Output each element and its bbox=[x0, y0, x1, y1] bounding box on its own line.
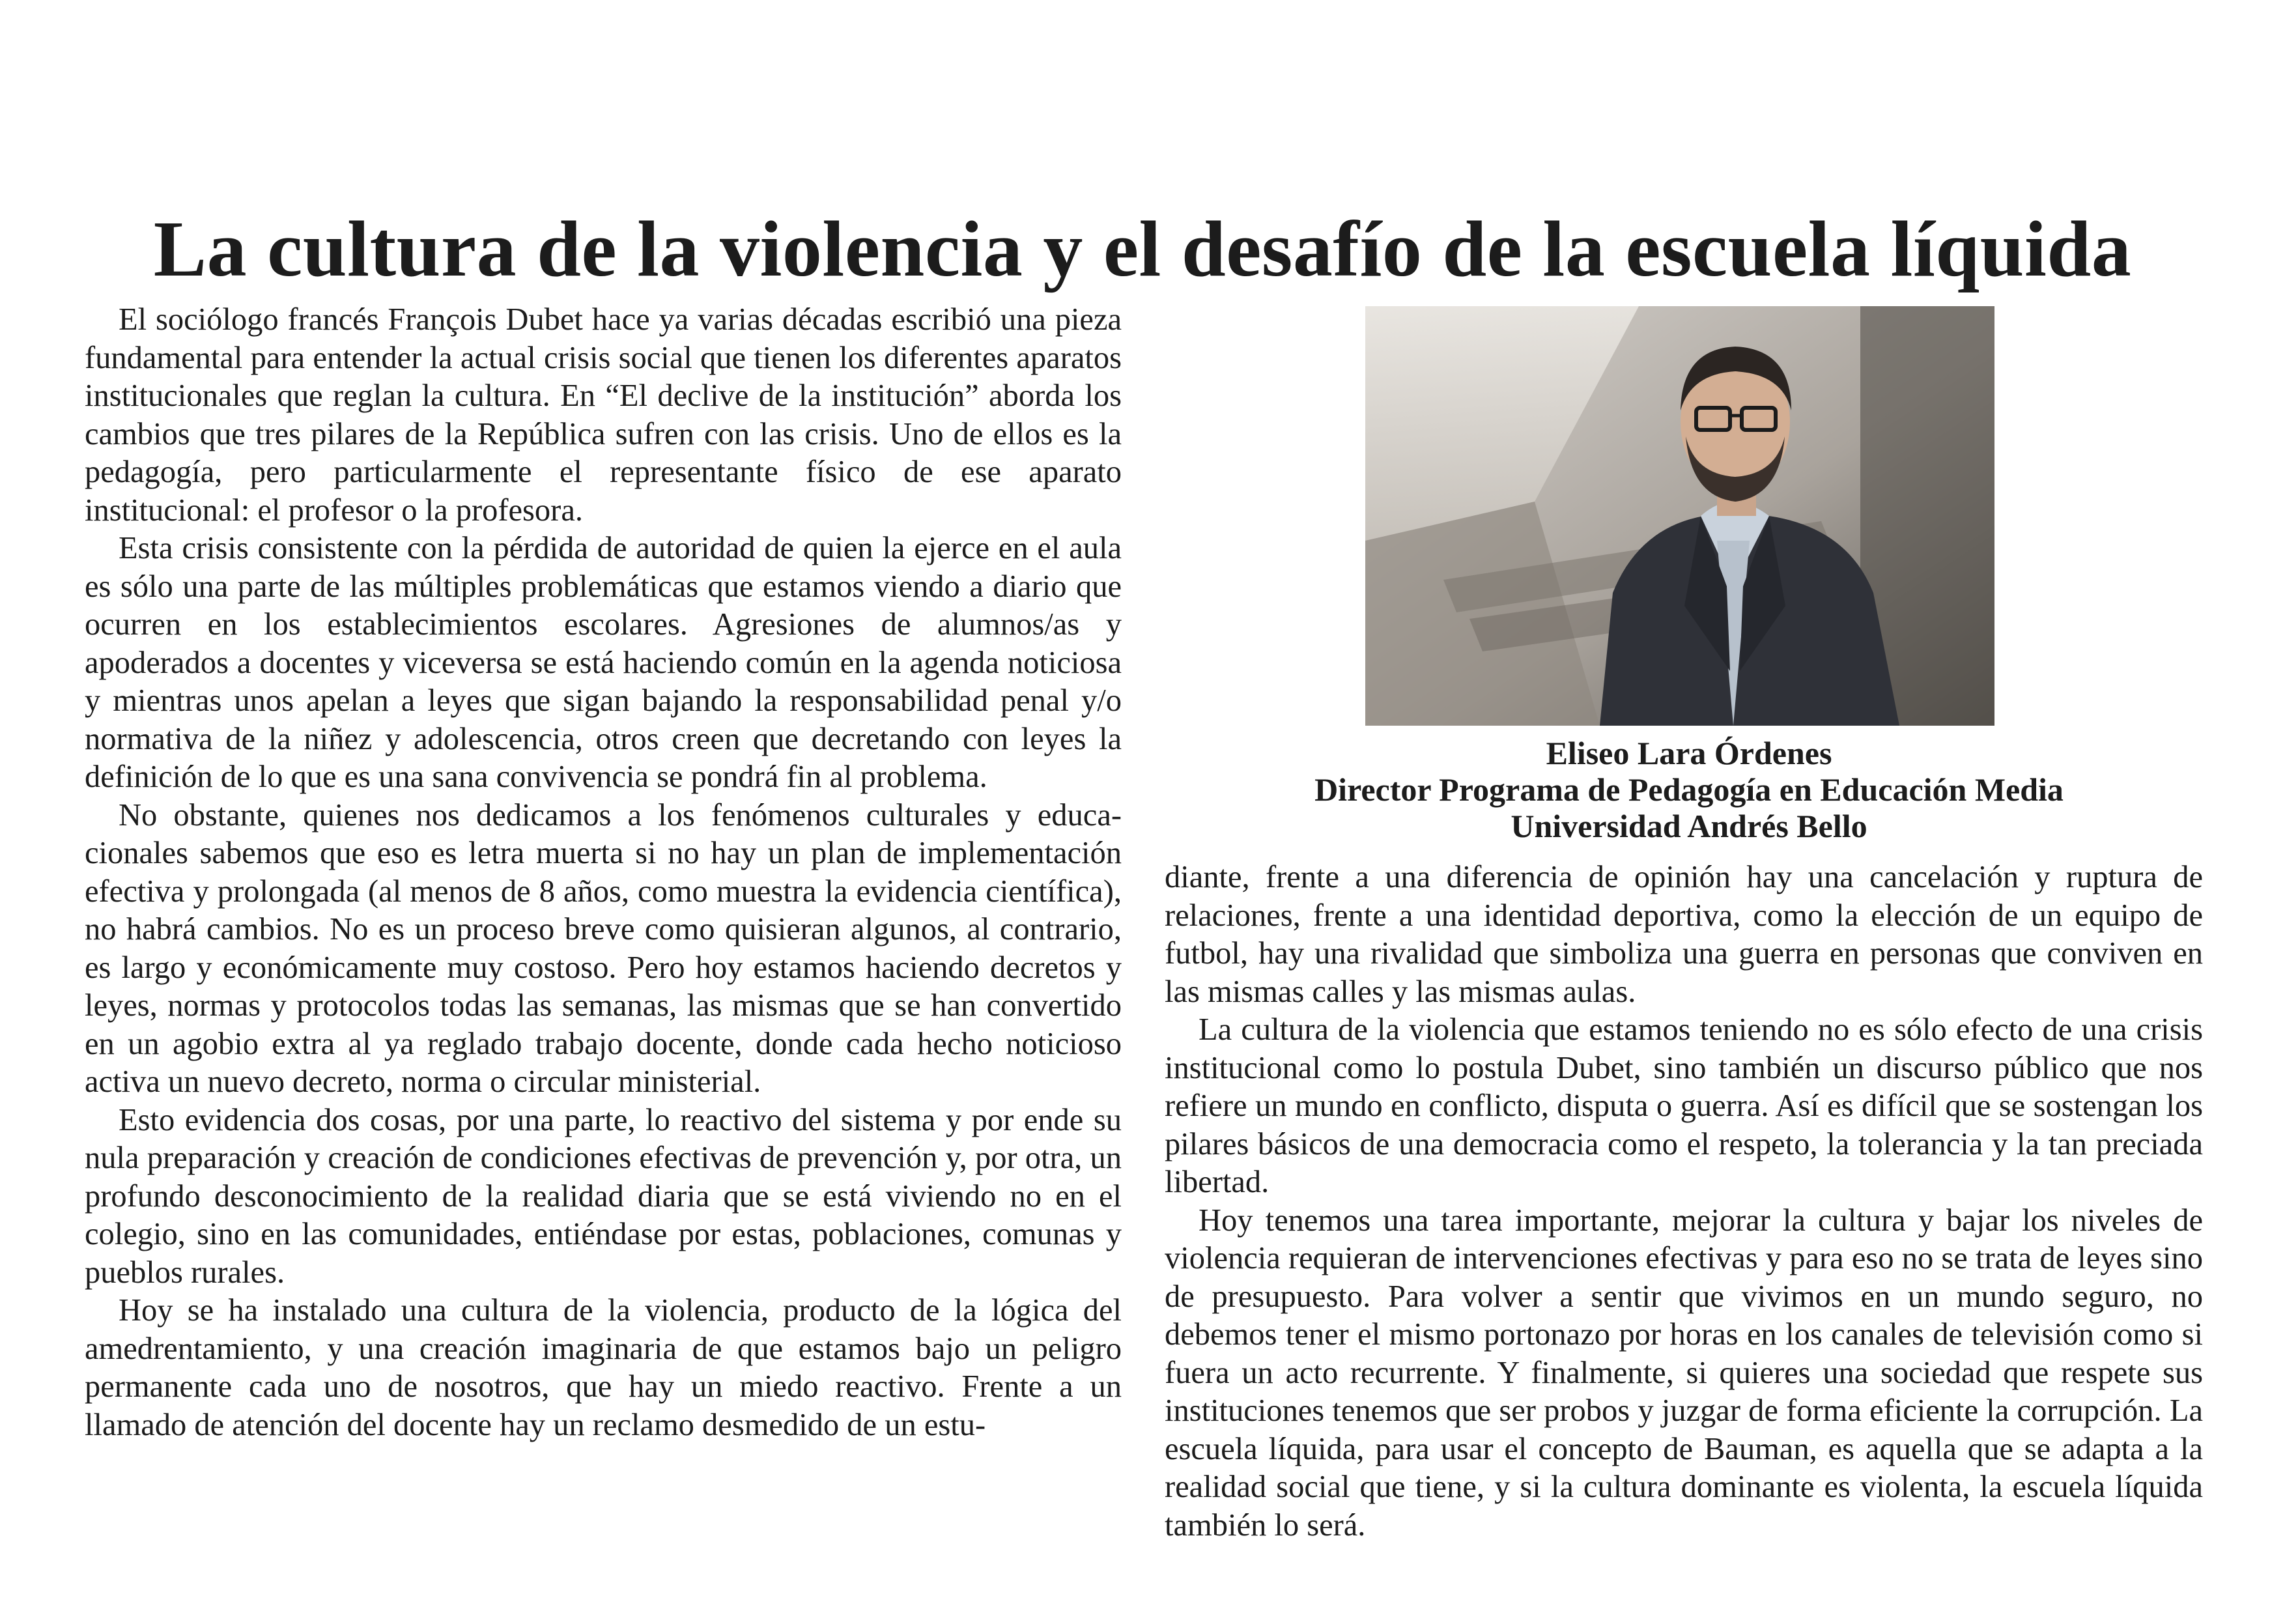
article-right-column bbox=[1165, 859, 2203, 1545]
author-name: Eliseo Lara Órdenes bbox=[1546, 735, 1832, 771]
paragraph: La cultura de la violencia que estamos teniendo no es sólo efecto de una crisis institucional como lo postula Dubet, sino también un discurso público que nos refiere un mundo en conflicto, disputa o guerra. Así es difícil que se sostengan los pilares básicos de una democracia como el respeto, la tolerancia y la tan preciada libertad. bbox=[1165, 1012, 2203, 1199]
paragraph: No obstante, quienes nos dedicamos a los fenómenos culturales y educacionales sabemos que eso es letra muerta si no hay un plan de implementación efectiva y prolongada (al menos de 8 años, como muestra la evidencia científica), no habrá cambios. No es un proceso breve como quisieran algunos, al contrario, es largo y económicamente muy costoso. Pero hoy estamos haciendo decretos y leyes, normas y protocolos todas las semanas, las mismas que se han convertido en un agobio extra al ya reglado trabajo docente, donde cada hecho noticioso activa un nuevo decreto, norma o circular ministerial. bbox=[85, 797, 1122, 1099]
paragraph: diante, frente a una diferencia de opinión hay una cancelación y ruptura de relaciones, frente a una identidad deportiva, como la elección de un equipo de futbol, hay una rivalidad que simboliza una guerra en personas que conviven en las mismas calles y las mismas aulas. bbox=[1165, 860, 2203, 1009]
author-role: Director Programa de Pedagogía en Educación Media bbox=[1314, 771, 2064, 808]
photo-caption bbox=[1172, 735, 2206, 844]
article-left-column bbox=[85, 301, 1122, 1444]
paragraph: Esto evidencia dos cosas, por una parte, lo reactivo del sistema y por ende su nula preparación y creación de condiciones efectivas de prevención y, por otra, un profundo desconocimiento de la realidad diaria que se está viviendo no en el colegio, sino en las comunidades, entiéndase por estas, poblaciones, comunas y pueblos rurales. bbox=[85, 1102, 1122, 1290]
paragraph: Hoy tenemos una tarea importante, mejorar la cultura y bajar los niveles de violencia requieran de intervenciones efectivas y para eso no se trata de leyes sino de presupuesto. Para volver a sentir que vivimos en un mundo seguro, no debemos tener el mismo portonazo por horas en los canales de televisión como si fuera un acto recurrente. Y finalmente, si quieres una sociedad que respete sus instituciones tenemos que ser probos y juzgar de forma eficiente la corrupción. La escuela líquida, para usar el concepto de Bauman, es aquella que se adapta a la realidad social que tiene, y si la cultura dominante es violenta, la escuela líquida también lo será. bbox=[1165, 1203, 2203, 1543]
author-institution: Universidad Andrés Bello bbox=[1511, 808, 1867, 844]
article-title: La cultura de la violencia y el desafío de la escuela líquida bbox=[153, 205, 2132, 293]
author-photo bbox=[1365, 306, 1994, 726]
paragraph: El sociólogo francés François Dubet hace ya varias décadas escribió una pieza fundamental para entender la actual crisis social que tienen los diferentes aparatos institucionales que reglan la cultura. En “El declive de la institución” aborda los cambios que tres pilares de la República sufren con las crisis. Uno de ellos es la pedagogía, pero particularmente el representante físico de ese aparato institucional: el profesor o la profesora. bbox=[85, 302, 1122, 528]
paragraph: Esta crisis consistente con la pérdida de autoridad de quien la ejerce en el aula es sólo una parte de las múltiples problemáticas que estamos viendo a diario que ocurren en los establecimientos escolares. Agresiones de alumnos/as y apoderados a docentes y viceversa se está haciendo común en la agenda noticiosa y mientras unos apelan a leyes que sigan bajando la responsabilidad penal y/o normativa de la niñez y adolescencia, otros creen que decretando con leyes la definición de lo que es una sana convivencia se pondrá fin al problema. bbox=[85, 531, 1122, 794]
paragraph: Hoy se ha instalado una cultura de la violencia, producto de la lógica del amedrentamiento, y una creación imaginaria de que estamos bajo un peligro permanente cada uno de nosotros, que hay un miedo reactivo. Frente a un llamado de atención del docente hay un reclamo desmedido de un estu- bbox=[85, 1293, 1122, 1442]
